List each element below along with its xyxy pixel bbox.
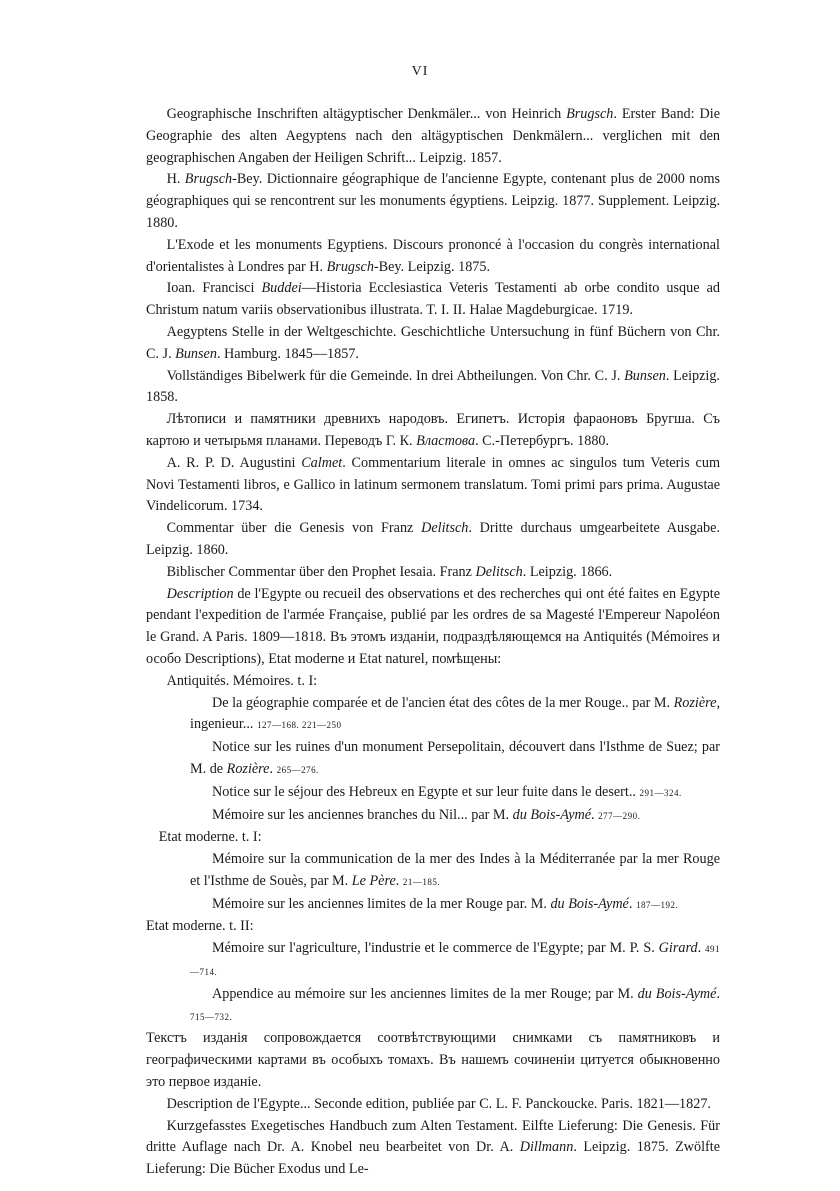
author-name: Delitsch (421, 520, 469, 537)
bibliography-entry (146, 235, 720, 279)
entry-text: -Bey. Dictionnaire géographique de l'ancienne Egypte, contenant plus de 2000 noms géographiques qui se rencontrent sur les monuments égyptiens. Leipzig. 1877. Supplement. Leipzig. 1880. (146, 171, 720, 231)
entry-text: Geographische Inschriften altägyptischer Denkmäler... von Heinrich (166, 106, 567, 122)
bibliography-entry (146, 409, 720, 453)
entry-text: . (697, 940, 705, 957)
memoir-entry (168, 894, 720, 917)
memoir-entry (168, 938, 720, 984)
entry-text: Vollständiges Bibelwerk für die Gemeinde. In drei Abtheilungen. Von Chr. C. J. (166, 367, 625, 384)
memoir-entry (168, 782, 720, 805)
entry-text: Mémoire sur l'agriculture, l'industrie et le commerce de l'Egypte; par M. P. S. (212, 940, 659, 957)
author-name: Brugsch (184, 171, 233, 188)
entry-text: . (628, 895, 636, 912)
entry-text: . (716, 985, 720, 1002)
entry-text: Biblischer Commentar über den Prophet Iesaia. Franz (166, 563, 476, 580)
antiquites-items (146, 693, 720, 828)
author-name: Властова (416, 432, 476, 449)
tail-entries (146, 1094, 720, 1181)
page-range: 491—714. (190, 944, 720, 978)
author-name: Brugsch (326, 258, 374, 275)
author-name: Girard (658, 940, 698, 957)
entry-text: -Bey. Leipzig. 1875. (373, 258, 491, 275)
entry-text: Mémoire sur la communication de la mer des Indes à la Méditerranée par la mer Rouge et l'Isthme de Souès, par M. (190, 851, 720, 889)
entry-text: —Historia Ecclesiastica Veteris Testamenti ab orbe condito usque ad Christum natum variis observationibus illustrata. T. I. II. Halae Magdeburgicae. 1719. (146, 280, 720, 319)
entry-text: . Erster Band: Die Geographie des alten Aegyptens nach den altägyptischen Denkmälern... verglichen mit den geographischen Angaben der Heiligen Schrift... Leipzig. 1857. (146, 106, 721, 166)
entry-text: Aegyptens Stelle in der Weltgeschichte. Geschichtliche Untersuchung in fünf Büchern von Chr. C. J. (146, 323, 720, 362)
bibliography-entry (146, 562, 720, 584)
author-name: Description (166, 585, 234, 602)
author-name: du Bois-Aymé (512, 806, 592, 823)
page-range: 265—276. (276, 764, 319, 775)
entry-text: , ingenieur... (190, 694, 720, 733)
entry-text: Notice sur les ruines d'un monument Persepolitain, découvert dans l'Isthme de Suez; par M. de (190, 739, 720, 777)
entry-text: . Leipzig. 1858. (146, 367, 720, 406)
entry-text: . Dritte durchaus umgearbeitete Ausgabe. Leipzig. 1860. (146, 520, 720, 558)
entry-text: Notice sur le séjour des Hebreux en Egypte et sur leur fuite dans le desert.. (212, 783, 640, 800)
entry-text: Mémoire sur les anciennes limites de la mer Rouge par. M. (212, 895, 551, 912)
entry-text: . (591, 806, 599, 823)
page-range: 187—192. (635, 899, 679, 910)
page-range: 715—732. (190, 1011, 233, 1022)
author-name: Bunsen (624, 367, 666, 384)
entry-text: De la géographie comparée et de l'ancien état des côtes de la mer Rouge.. par M. (212, 694, 674, 711)
etat2-section (146, 916, 720, 1028)
entry-text: Kurzgefasstes Exegetisches Handbuch zum Alten Testament. Eilfte Lieferung: Die Genesis. Für dritte Auflage nach Dr. A. Knobel neu bearbeitet von Dr. A. (146, 1117, 720, 1156)
memoir-entry (168, 984, 720, 1029)
edition-note: Текстъ изданія сопровождается соотвѣтствующими снимками съ памятниковъ и географическими картами въ особыхъ томахъ. Въ нашемъ сочиненіи цитуется обыкновенно это первое изданіе. (146, 1030, 720, 1091)
entry-text: . (269, 760, 277, 777)
page-range: 127—168. 221—250 (256, 720, 342, 731)
bibliography-entries (146, 104, 720, 671)
bibliography-entry (146, 1116, 720, 1181)
entry-text: A. R. P. D. Augustini (166, 454, 302, 471)
bibliography-entry (146, 169, 720, 234)
memoir-entry (168, 805, 720, 828)
entry-text: . Commentarium literale in omnes ac singulos tum Veteris cum Novi Testamenti libros, e Gallico in latinum sermonem translatum. Tomi primi pars prima. Augustae Vindelicorum. 1734. (146, 454, 720, 515)
entry-text: de l'Egypte ou recueil des observations et des recherches qui ont été faites en Egypte pendant l'expedition de l'armée Française, publié par les ordres de sa Magesté l'Empereur Napoléon le Grand. A Paris. 1809—1818. Въ этомъ изданіи, подраздѣляющемся на Antiquités (Mémoires и особо Descriptions), Etat moderne и Etat naturel, помѣщены: (146, 585, 720, 667)
memoir-entry (168, 737, 720, 782)
page-range: 21—185. (402, 876, 441, 887)
entry-text: Commentar über die Genesis von Franz (166, 520, 422, 537)
entry-text: Ioan. Francisci (166, 280, 262, 297)
author-name: Rozière (226, 760, 270, 777)
entry-text: Description de l'Egypte... Seconde edition, publiée par C. L. F. Panckoucke. Paris. 1821—1827. (166, 1095, 711, 1112)
bibliography-entry (146, 1094, 720, 1116)
page-number: VI (411, 64, 429, 79)
page-body (146, 104, 720, 1181)
bibliography-entry (146, 584, 720, 671)
entry-text: . Leipzig. 1866. (522, 563, 613, 580)
author-name: Delitsch (475, 563, 523, 580)
etat1-section (146, 827, 720, 916)
entry-text: L'Exode et les monuments Egyptiens. Discours prononcé à l'occasion du congrès international d'orientalistes à Londres par H. (146, 236, 720, 275)
entry-text: . С.-Петербургъ. 1880. (475, 432, 610, 449)
bibliography-entry (146, 104, 720, 169)
entry-text: Mémoire sur les anciennes branches du Nil... par M. (212, 806, 513, 823)
section-heading: Etat moderne. t. II: (146, 918, 254, 935)
author-name: Buddei (261, 280, 302, 297)
entry-text: . (395, 872, 403, 889)
author-name: Brugsch (566, 106, 614, 122)
entry-text: . Hamburg. 1845—1857. (216, 345, 359, 362)
page-range: 277—290. (598, 810, 641, 821)
author-name: Dillmann (519, 1139, 574, 1156)
section-heading: Etat moderne. t. I: (158, 829, 262, 846)
page-range: 291—324. (639, 787, 682, 798)
author-name: Calmet (301, 454, 343, 471)
author-name: du Bois-Aymé (550, 895, 629, 912)
antiquites-section (146, 671, 720, 828)
entry-text: . Leipzig. 1875. Zwölfte Lieferung: Die Bücher Exodus und Le- (146, 1139, 721, 1178)
bibliography-entry (146, 453, 720, 518)
author-name: Rozière (673, 694, 717, 711)
bibliography-entry (146, 518, 720, 562)
author-name: Le Père (351, 872, 396, 889)
author-name: Bunsen (175, 345, 217, 362)
etat2-items (146, 938, 720, 1028)
bibliography-entry (146, 278, 720, 322)
section-heading: Antiquités. Mémoires. t. I: (166, 672, 318, 689)
etat1-items (146, 849, 720, 916)
entry-text: H. (166, 171, 185, 188)
entry-text: Лѣтописи и памятники древнихъ народовъ. Египетъ. Исторія фараоновъ Бругша. Съ картою и четырьмя планами. Переводъ Г. К. (146, 411, 720, 449)
bibliography-entry (146, 366, 720, 410)
memoir-entry (168, 849, 720, 894)
entry-text: Appendice au mémoire sur les anciennes limites de la mer Rouge; par M. (212, 985, 638, 1002)
bibliography-entry (146, 322, 720, 366)
memoir-entry (168, 693, 720, 738)
author-name: du Bois-Aymé (637, 985, 717, 1002)
